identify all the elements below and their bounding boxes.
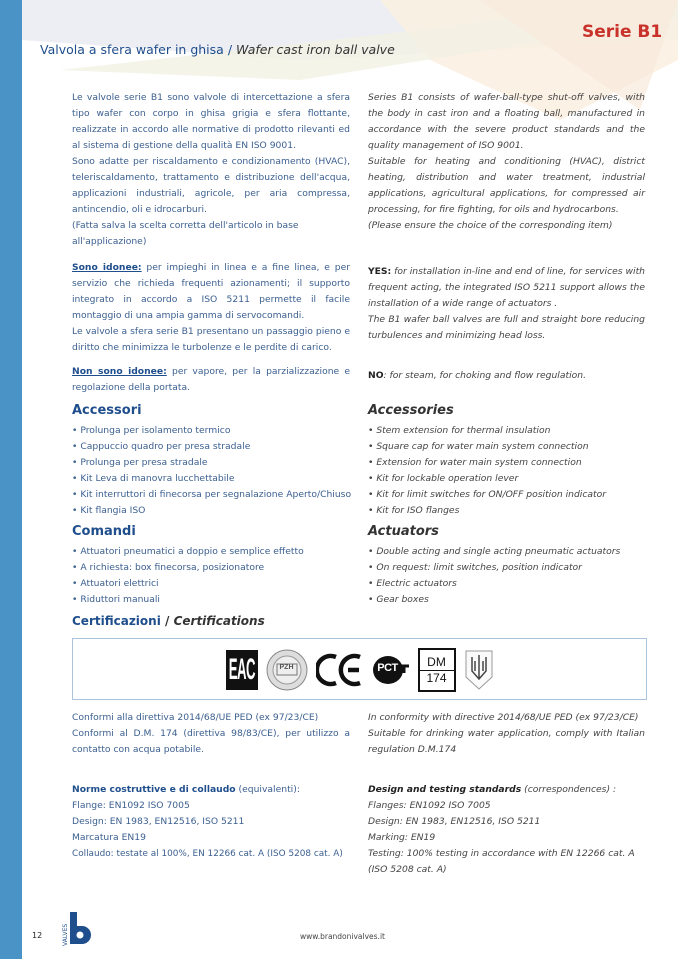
intro-it [72, 90, 350, 250]
standards-note-en: (correspondences) : [521, 784, 617, 795]
pzh-mark-text: PZH [279, 664, 294, 671]
svg-text:VALVES: VALVES [62, 923, 69, 946]
list-item: • Kit for lockable operation lever [368, 471, 645, 487]
standards-note-it: (equivalenti): [235, 784, 300, 795]
standard-item: Marcatura EN19 [72, 832, 146, 843]
subtitle-sep: / [223, 42, 237, 57]
intro-en [368, 90, 645, 234]
cert-title-sep: / [160, 614, 174, 628]
standard-item: Design: EN 1983, EN12516, ISO 5211 [72, 816, 245, 827]
bore-text-it: Le valvole a sfera serie B1 presentano un passaggio pieno e diritto che minimizza le turbolenze e le perdite di carico. [72, 326, 350, 353]
actuators-heading-en: Actuators [368, 524, 439, 539]
website-url[interactable]: www.brandonivalves.it [300, 932, 385, 941]
conformity-en [368, 710, 645, 758]
standard-item: Testing: 100% testing in accordance with EN 12266 cat. A (ISO 5208 cat. A) [368, 848, 635, 875]
list-item: • Kit interruttori di finecorsa per segnalazione Aperto/Chiuso [72, 487, 350, 503]
series-title: Serie B1 [582, 22, 663, 42]
not-suitable-label: Non sono idonee: [72, 366, 167, 377]
actuators-list-en [368, 544, 645, 608]
list-item: • Prolunga per isolamento termico [72, 423, 350, 439]
certifications-heading [72, 614, 265, 628]
conformity-en-1: In conformity with directive 2014/68/UE PED (ex 97/23/CE) [368, 712, 639, 723]
ce-mark-icon [316, 652, 364, 688]
list-item: • Attuatori pneumatici a doppio e semplice effetto [72, 544, 350, 560]
standard-item: Flanges: EN1092 ISO 7005 [368, 800, 491, 811]
list-item: • Kit flangia ISO [72, 503, 350, 519]
suitable-text: per impieghi in linea e a fine linea, e per servizio che richieda frequenti azionamenti; il supporto integrato in accordo a ISO 5211 permette il facile montaggio di una ampia gamma di servocomandi. [72, 262, 351, 321]
intro-it-p2: Sono adatte per riscaldamento e condizionamento (HVAC), teleriscaldamento, trattamento e distribuzione dell'acqua, applicazioni industriali, agricole, per aria compressa, antincendio, oli e idrocarburi. [72, 156, 350, 215]
suitability-it [72, 260, 350, 396]
dm-label: DM [427, 654, 446, 669]
standard-item: Design: EN 1983, EN12516, ISO 5211 [368, 816, 541, 827]
intro-en-p1: Series B1 consists of wafer-ball-type shut-off valves, with the body in cast iron and a floating ball, manufactured in accordance with the severe product standards and the quality management of ISO 9001. [368, 92, 645, 151]
list-item: • Kit for ISO flanges [368, 503, 645, 519]
list-item: • Kit Leva di manovra lucchettabile [72, 471, 350, 487]
conformity-it-2: Conformi al D.M. 174 (direttiva 98/83/CE), per utilizzo a contatto con acqua potabile. [72, 728, 350, 755]
list-item: • Extension for water main system connection [368, 455, 645, 471]
pct-mark-text: PCT [377, 662, 398, 674]
accessories-heading-it: Accessori [72, 403, 142, 418]
list-item: • A richiesta: box finecorsa, posizionatore [72, 560, 350, 576]
list-item: • Kit for limit switches for ON/OFF position indicator [368, 487, 645, 503]
standard-item: Marking: EN19 [368, 832, 436, 843]
accessories-heading-en: Accessories [368, 403, 454, 418]
list-item: • Prolunga per presa stradale [72, 455, 350, 471]
pct-mark-icon [372, 654, 410, 686]
standards-it [72, 782, 350, 862]
intro-en-p3: (Please ensure the choice of the corresponding item) [368, 220, 613, 231]
cert-title-it: Certificazioni [72, 614, 161, 628]
list-item: • Stem extension for thermal insulation [368, 423, 645, 439]
suitability-en [368, 264, 645, 384]
eac-mark-text: EAC [228, 652, 255, 687]
not-suitable-text: per vapore, per la parzializzazione e regolazione della portata. [72, 366, 350, 393]
suitable-label: Sono idonee: [72, 262, 142, 273]
accessories-list-en [368, 423, 645, 519]
page-subtitle [40, 42, 395, 57]
dm-number: 174 [420, 670, 454, 686]
conformity-en-2: Suitable for drinking water application, comply with Italian regulation D.M.174 [368, 728, 645, 755]
standards-en [368, 782, 645, 878]
dm174-mark [418, 648, 456, 692]
standards-title-en: Design and testing standards [368, 784, 522, 795]
list-item: • Attuatori elettrici [72, 576, 350, 592]
conformity-it-1: Conformi alla direttiva 2014/68/UE PED (ex 97/23/CE) [72, 712, 319, 723]
list-item: • Square cap for water main system connection [368, 439, 645, 455]
eac-mark-icon [226, 650, 258, 690]
list-item: • Electric actuators [368, 576, 645, 592]
list-item: • Gear boxes [368, 592, 645, 608]
bore-text-en: The B1 wafer ball valves are full and straight bore reducing turbulences and minimizing head loss. [368, 314, 645, 341]
yes-label: YES: [368, 266, 392, 277]
actuators-list-it [72, 544, 350, 608]
certification-marks-box [72, 638, 647, 700]
subtitle-en: Wafer cast iron ball valve [236, 42, 395, 57]
list-item: • Double acting and single acting pneumatic actuators [368, 544, 645, 560]
cert-title-en: Certifications [173, 614, 265, 628]
intro-it-p3: (Fatta salva la scelta corretta dell'articolo in base all'applicazione) [72, 220, 299, 247]
list-item: • On request: limit switches, position indicator [368, 560, 645, 576]
brandoni-valves-logo [60, 910, 92, 950]
page-number: 12 [32, 931, 43, 940]
conformity-it [72, 710, 350, 758]
intro-it-p1: Le valvole serie B1 sono valvole di intercettazione a sfera tipo wafer con corpo in ghisa grigia e sfera flottante, realizzate in accordo alle normative di prodotto rilevanti ed al sistema di gestione della qualità EN ISO 9001. [72, 92, 350, 151]
no-text: : for steam, for choking and flow regulation. [383, 370, 587, 381]
no-label: NO [368, 370, 384, 381]
side-accent-strip [0, 0, 22, 959]
pzh-seal-icon [266, 649, 308, 691]
intro-en-p2: Suitable for heating and conditioning (HVAC), district heating, distribution and water treatment, industrial applications, agricultural applications, for compressed air processing, for fire fighting, for oils and hydrocarbons. [368, 156, 645, 215]
accessories-list-it [72, 423, 350, 519]
actuators-heading-it: Comandi [72, 524, 136, 539]
list-item: • Cappuccio quadro per presa stradale [72, 439, 350, 455]
subtitle-it: Valvola a sfera wafer in ghisa [40, 42, 224, 57]
ukraine-trident-icon [464, 649, 494, 691]
yes-text: for installation in-line and end of line, for services with frequent acting, the integrated ISO 5211 support allows the installation of a wide range of actuators . [368, 266, 645, 309]
standard-item: Collaudo: testate al 100%, EN 12266 cat. A (ISO 5208 cat. A) [72, 849, 343, 859]
standard-item: Flange: EN1092 ISO 7005 [72, 800, 190, 811]
standards-title-it: Norme costruttive e di collaudo [72, 784, 236, 795]
list-item: • Riduttori manuali [72, 592, 350, 608]
